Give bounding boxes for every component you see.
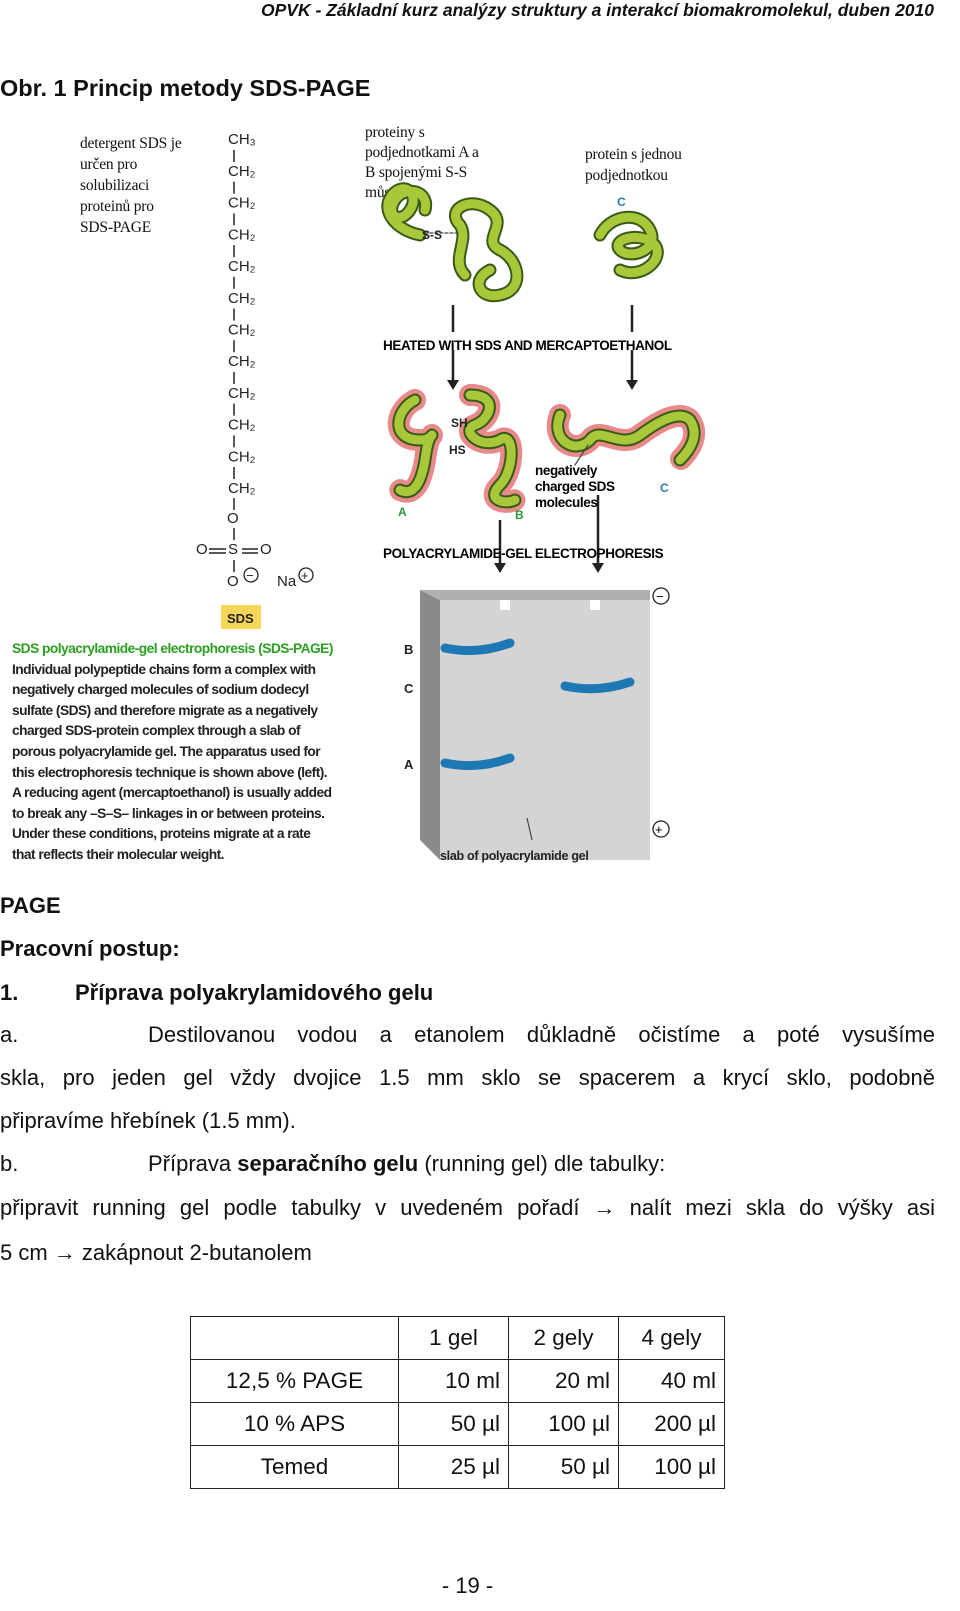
item-b-line2: připravit running gel podle tabulky v uvedeném pořadí → nalít mezi skla do výšky asi: [0, 1195, 935, 1220]
item-b-label: b.: [0, 1151, 19, 1176]
chem-ch2: CH₂: [228, 321, 256, 339]
chem-ch2: CH₂: [228, 448, 256, 466]
table-cell: 25 µl: [399, 1446, 509, 1489]
chem-ch2: CH₂: [228, 163, 256, 180]
table-row: [191, 1446, 725, 1489]
chem-ch2: CH₂: [228, 480, 256, 497]
svg-text:SH: SH: [451, 416, 468, 430]
svg-text:S-S: S-S: [422, 228, 443, 242]
chem-ch3: CH₃: [228, 131, 256, 148]
item-a-line2: skla, pro jeden gel vždy dvojice 1.5 mm sklo se spacerem a krycí sklo, podobně: [0, 1065, 935, 1090]
running-gel-table: [190, 1316, 725, 1489]
electrophoresis-label: POLYACRYLAMIDE-GEL ELECTROPHORESIS: [383, 546, 664, 561]
svg-text:+: +: [301, 568, 309, 583]
table-header-cell: 1 gel: [399, 1317, 509, 1360]
svg-text:C: C: [617, 195, 626, 209]
chem-ch2: CH₂: [228, 353, 256, 371]
svg-text:S: S: [228, 541, 239, 558]
svg-text:−: −: [656, 589, 664, 604]
table-header-cell: 2 gely: [509, 1317, 619, 1360]
svg-text:A: A: [404, 757, 414, 772]
item-a-line3: připravíme hřebínek (1.5 mm).: [0, 1108, 296, 1133]
figure-caption: SDS polyacrylamide-gel electrophoresis (SDS-PAGE) Individual polypeptide chains form a complex with negatively charged molecules of sodium dodecyl sulfate (SDS) and therefore migrate as a negatively charged SDS-protein complex through a slab of porous polyacrylamide gel. The apparatus used for this electrophoresis technique is shown above (left). A reducing agent (mercaptoethanol) is usually added to break any –S–S– linkages in or between proteins. Under these conditions, proteins migrate at a rate that reflects their molecular weight.: [12, 641, 333, 862]
chem-ch2: CH₂: [228, 194, 256, 212]
page-number: - 19 -: [441, 1573, 494, 1598]
table-row: [191, 1360, 725, 1403]
svg-text:−: −: [246, 568, 254, 583]
svg-text:+: +: [655, 822, 663, 837]
page-heading: PAGE: [0, 893, 61, 918]
svg-text:molecules: molecules: [535, 495, 598, 510]
table-cell: 200 µl: [619, 1403, 725, 1446]
table-cell: 40 ml: [619, 1360, 725, 1403]
step1-title: Příprava polyakrylamidového gelu: [75, 980, 434, 1005]
svg-text:O: O: [196, 541, 208, 558]
table-cell: 50 µl: [509, 1446, 619, 1489]
document-header: OPVK - Základní kurz analýzy struktury a interakcí biomakromolekul, duben 2010: [261, 0, 934, 20]
step1-number: 1.: [0, 980, 19, 1005]
table-header-cell: 4 gely: [619, 1317, 725, 1360]
table-cell: 10 ml: [399, 1360, 509, 1403]
chem-ch2: CH₂: [228, 258, 256, 276]
item-a-label: a.: [0, 1022, 19, 1047]
procedure-heading: Pracovní postup:: [0, 936, 180, 961]
negative-sds-label: [535, 463, 615, 510]
proteins-ab-label: proteiny s podjednotkami A a B spojenými S-S můstkem: [365, 124, 479, 201]
table-header-cell: [191, 1317, 399, 1360]
table-cell: 100 µl: [619, 1446, 725, 1489]
chem-ch2: CH₂: [228, 384, 256, 402]
svg-text:O: O: [227, 510, 239, 527]
svg-text:A: A: [398, 505, 407, 519]
table-cell: Temed: [191, 1446, 399, 1489]
table-cell: 20 ml: [509, 1360, 619, 1403]
sds-molecule: [196, 131, 313, 629]
svg-text:O: O: [227, 573, 239, 590]
item-a-line1: Destilovanou vodou a etanolem důkladně očistíme a poté vysušíme: [148, 1022, 935, 1047]
svg-text:charged SDS: charged SDS: [535, 479, 615, 494]
svg-text:HS: HS: [449, 443, 466, 457]
heated-label: HEATED WITH SDS AND MERCAPTOETHANOL: [383, 338, 672, 353]
svg-text:C: C: [404, 681, 414, 696]
protein-c-label: protein s jednou podjednotkou: [585, 146, 682, 184]
table-row: [191, 1403, 725, 1446]
svg-text:O: O: [260, 541, 272, 558]
svg-text:negatively: negatively: [535, 463, 598, 478]
figure-title: Obr. 1 Princip metody SDS-PAGE: [0, 75, 371, 101]
table-cell: 50 µl: [399, 1403, 509, 1446]
detergent-label: detergent SDS je určen pro solubilizaci proteinů pro SDS-PAGE: [80, 135, 182, 236]
svg-text:C: C: [660, 481, 669, 495]
table-cell: 12,5 % PAGE: [191, 1360, 399, 1403]
table-cell: 10 % APS: [191, 1403, 399, 1446]
svg-text:SDS: SDS: [227, 611, 254, 626]
gel-slab: [420, 590, 650, 860]
table-header-row: [191, 1317, 725, 1360]
chem-ch2: CH₂: [228, 226, 256, 244]
chem-ch2: CH₂: [228, 416, 256, 434]
svg-text:B: B: [515, 508, 524, 522]
svg-text:Na: Na: [277, 573, 297, 590]
item-b-line1: Příprava separačního gelu (running gel) dle tabulky:: [148, 1151, 666, 1176]
table-cell: 100 µl: [509, 1403, 619, 1446]
chem-ch2: CH₂: [228, 289, 256, 307]
slab-label: slab of polyacrylamide gel: [440, 849, 589, 863]
item-b-line3: 5 cm → zakápnout 2-butanolem: [0, 1240, 312, 1265]
svg-text:B: B: [404, 642, 414, 657]
